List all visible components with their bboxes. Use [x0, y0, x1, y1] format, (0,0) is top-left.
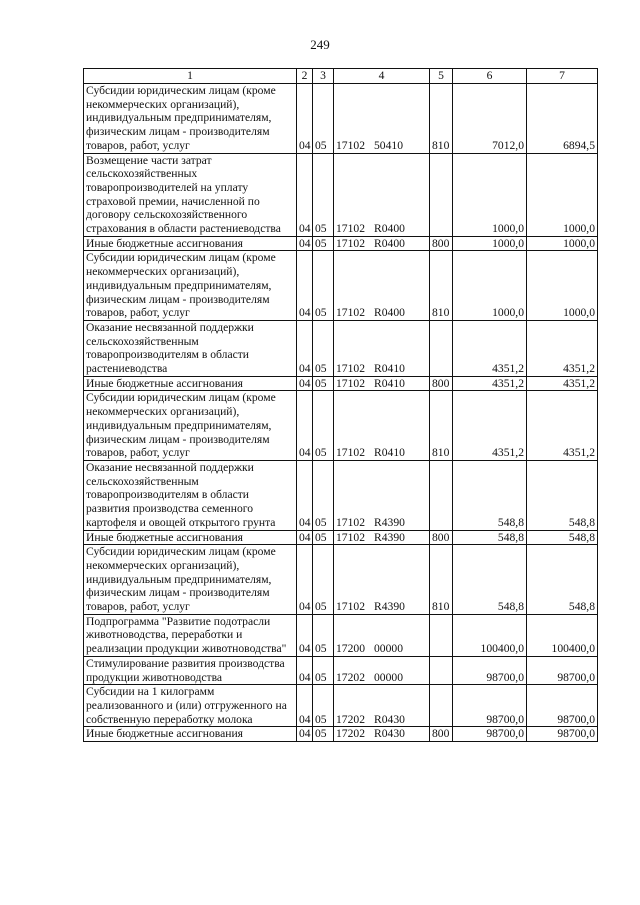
row-target-article: [334, 656, 430, 684]
target-article-program: 17102: [336, 222, 365, 236]
row-target-article: [334, 460, 430, 530]
row-expense-type: [430, 460, 453, 530]
row-subsection: 05: [313, 84, 334, 154]
row-expense-type: [430, 685, 453, 727]
row-expense-type: 800: [430, 376, 453, 391]
table-row: [84, 545, 598, 615]
target-article-program: 17102: [336, 515, 365, 529]
row-expense-type: 810: [430, 251, 453, 321]
row-subsection: 05: [313, 153, 334, 236]
row-subsection: 05: [313, 727, 334, 742]
row-section: 04: [297, 236, 313, 251]
target-article-program: 17102: [336, 530, 365, 544]
row-name: Возмещение части затрат сельскохозяйственных товаропроизводителей на уплату страховой премии, начисленной по договору сельскохозяйственного страхования в области растениеводства: [84, 153, 297, 236]
row-target-article: [334, 727, 430, 742]
row-name: Оказание несвязанной поддержки сельскохозяйственным товаропроизводителям в области растениеводства: [84, 320, 297, 376]
row-amount-col7: 1000,0: [527, 236, 598, 251]
row-subsection: 05: [313, 236, 334, 251]
budget-table: [83, 68, 598, 742]
table-row: [84, 530, 598, 545]
row-expense-type: 810: [430, 545, 453, 615]
row-section: 04: [297, 391, 313, 461]
row-target-article: [334, 530, 430, 545]
target-article-direction: R0400: [374, 222, 405, 236]
target-article-program: 17202: [336, 727, 365, 741]
row-amount-col6: 4351,2: [453, 391, 527, 461]
row-amount-col7: 98700,0: [527, 727, 598, 742]
row-amount-col6: 4351,2: [453, 376, 527, 391]
table-row: [84, 84, 598, 154]
row-section: 04: [297, 545, 313, 615]
row-section: 04: [297, 153, 313, 236]
table-row: [84, 391, 598, 461]
page-number: 249: [310, 37, 330, 52]
row-amount-col6: 548,8: [453, 545, 527, 615]
table-row: [84, 685, 598, 727]
target-article-direction: R4390: [374, 530, 405, 544]
row-subsection: 05: [313, 460, 334, 530]
target-article-program: 17200: [336, 642, 365, 656]
table-row: [84, 251, 598, 321]
target-article-direction: 00000: [374, 642, 403, 656]
column-header: 2: [297, 69, 313, 84]
target-article-direction: R0430: [374, 712, 405, 726]
row-expense-type: 800: [430, 530, 453, 545]
row-target-article: [334, 545, 430, 615]
row-section: 04: [297, 685, 313, 727]
row-subsection: 05: [313, 656, 334, 684]
row-subsection: 05: [313, 320, 334, 376]
target-article-program: 17102: [336, 600, 365, 614]
row-amount-col6: 100400,0: [453, 614, 527, 656]
row-expense-type: [430, 656, 453, 684]
row-target-article: [334, 614, 430, 656]
row-section: 04: [297, 530, 313, 545]
row-section: 04: [297, 84, 313, 154]
table-row: [84, 614, 598, 656]
target-article-program: 17102: [336, 236, 365, 250]
row-target-article: [334, 376, 430, 391]
row-target-article: [334, 84, 430, 154]
table-row: [84, 656, 598, 684]
row-target-article: [334, 236, 430, 251]
row-expense-type: 800: [430, 727, 453, 742]
row-expense-type: [430, 153, 453, 236]
row-section: 04: [297, 376, 313, 391]
row-amount-col6: 98700,0: [453, 685, 527, 727]
row-subsection: 05: [313, 530, 334, 545]
row-name: Стимулирование развития производства продукции животноводства: [84, 656, 297, 684]
target-article-program: 17102: [336, 376, 365, 390]
row-amount-col6: 1000,0: [453, 153, 527, 236]
target-article-program: 17102: [336, 306, 365, 320]
row-amount-col6: 4351,2: [453, 320, 527, 376]
table-row: [84, 376, 598, 391]
target-article-direction: R0430: [374, 727, 405, 741]
row-expense-type: 810: [430, 391, 453, 461]
target-article-direction: R0400: [374, 236, 405, 250]
target-article-direction: 50410: [374, 138, 403, 152]
target-article-direction: R0410: [374, 376, 405, 390]
target-article-direction: R0400: [374, 306, 405, 320]
target-article-direction: R0410: [374, 446, 405, 460]
row-section: 04: [297, 656, 313, 684]
target-article-direction: R0410: [374, 362, 405, 376]
row-amount-col6: 1000,0: [453, 236, 527, 251]
row-amount-col7: 4351,2: [527, 320, 598, 376]
row-amount-col7: 548,8: [527, 530, 598, 545]
row-section: 04: [297, 320, 313, 376]
row-subsection: 05: [313, 614, 334, 656]
row-amount-col7: 548,8: [527, 460, 598, 530]
column-header: 1: [84, 69, 297, 84]
row-section: 04: [297, 460, 313, 530]
row-amount-col7: 1000,0: [527, 153, 598, 236]
row-name: Подпрограмма "Развитие подотрасли животноводства, переработки и реализации продукции животноводства": [84, 614, 297, 656]
row-name: Субсидии на 1 килограмм реализованного и (или) отгруженного на собственную переработку молока: [84, 685, 297, 727]
row-amount-col6: 98700,0: [453, 656, 527, 684]
row-subsection: 05: [313, 391, 334, 461]
row-name: Субсидии юридическим лицам (кроме некоммерческих организаций), индивидуальным предпринимателям, физическим лицам - производителям товаров, работ, услуг: [84, 251, 297, 321]
row-name: Субсидии юридическим лицам (кроме некоммерческих организаций), индивидуальным предпринимателям, физическим лицам - производителям товаров, работ, услуг: [84, 545, 297, 615]
row-subsection: 05: [313, 251, 334, 321]
row-amount-col7: 98700,0: [527, 656, 598, 684]
row-amount-col7: 6894,5: [527, 84, 598, 154]
table-row: [84, 727, 598, 742]
target-article-program: 17102: [336, 362, 365, 376]
row-amount-col7: 548,8: [527, 545, 598, 615]
column-header: 7: [527, 69, 598, 84]
row-section: 04: [297, 727, 313, 742]
column-header: 6: [453, 69, 527, 84]
row-amount-col6: 548,8: [453, 530, 527, 545]
table-row: [84, 153, 598, 236]
target-article-program: 17102: [336, 138, 365, 152]
row-target-article: [334, 251, 430, 321]
row-name: Иные бюджетные ассигнования: [84, 376, 297, 391]
target-article-program: 17102: [336, 446, 365, 460]
table-row: [84, 320, 598, 376]
row-amount-col7: 4351,2: [527, 376, 598, 391]
column-header: 5: [430, 69, 453, 84]
row-section: 04: [297, 614, 313, 656]
row-name: Субсидии юридическим лицам (кроме некоммерческих организаций), индивидуальным предпринимателям, физическим лицам - производителям товаров, работ, услуг: [84, 84, 297, 154]
row-amount-col7: 1000,0: [527, 251, 598, 321]
row-name: Иные бюджетные ассигнования: [84, 530, 297, 545]
row-expense-type: 810: [430, 84, 453, 154]
row-subsection: 05: [313, 685, 334, 727]
target-article-program: 17202: [336, 670, 365, 684]
target-article-direction: R4390: [374, 600, 405, 614]
target-article-direction: R4390: [374, 515, 405, 529]
row-expense-type: 800: [430, 236, 453, 251]
row-amount-col6: 7012,0: [453, 84, 527, 154]
table-row: [84, 236, 598, 251]
row-amount-col7: 4351,2: [527, 391, 598, 461]
row-name: Оказание несвязанной поддержки сельскохозяйственным товаропроизводителям в области развития производства семенного картофеля и овощей открытого грунта: [84, 460, 297, 530]
target-article-direction: 00000: [374, 670, 403, 684]
row-target-article: [334, 320, 430, 376]
row-subsection: 05: [313, 545, 334, 615]
row-expense-type: [430, 614, 453, 656]
row-target-article: [334, 153, 430, 236]
row-subsection: 05: [313, 376, 334, 391]
table-row: [84, 460, 598, 530]
row-expense-type: [430, 320, 453, 376]
row-name: Иные бюджетные ассигнования: [84, 236, 297, 251]
column-header: 3: [313, 69, 334, 84]
table-header-row: [84, 69, 598, 84]
row-amount-col7: 100400,0: [527, 614, 598, 656]
row-section: 04: [297, 251, 313, 321]
row-target-article: [334, 685, 430, 727]
row-target-article: [334, 391, 430, 461]
row-amount-col7: 98700,0: [527, 685, 598, 727]
row-amount-col6: 98700,0: [453, 727, 527, 742]
row-amount-col6: 548,8: [453, 460, 527, 530]
row-name: Иные бюджетные ассигнования: [84, 727, 297, 742]
row-amount-col6: 1000,0: [453, 251, 527, 321]
row-name: Субсидии юридическим лицам (кроме некоммерческих организаций), индивидуальным предпринимателям, физическим лицам - производителям товаров, работ, услуг: [84, 391, 297, 461]
target-article-program: 17202: [336, 712, 365, 726]
column-header: 4: [334, 69, 430, 84]
